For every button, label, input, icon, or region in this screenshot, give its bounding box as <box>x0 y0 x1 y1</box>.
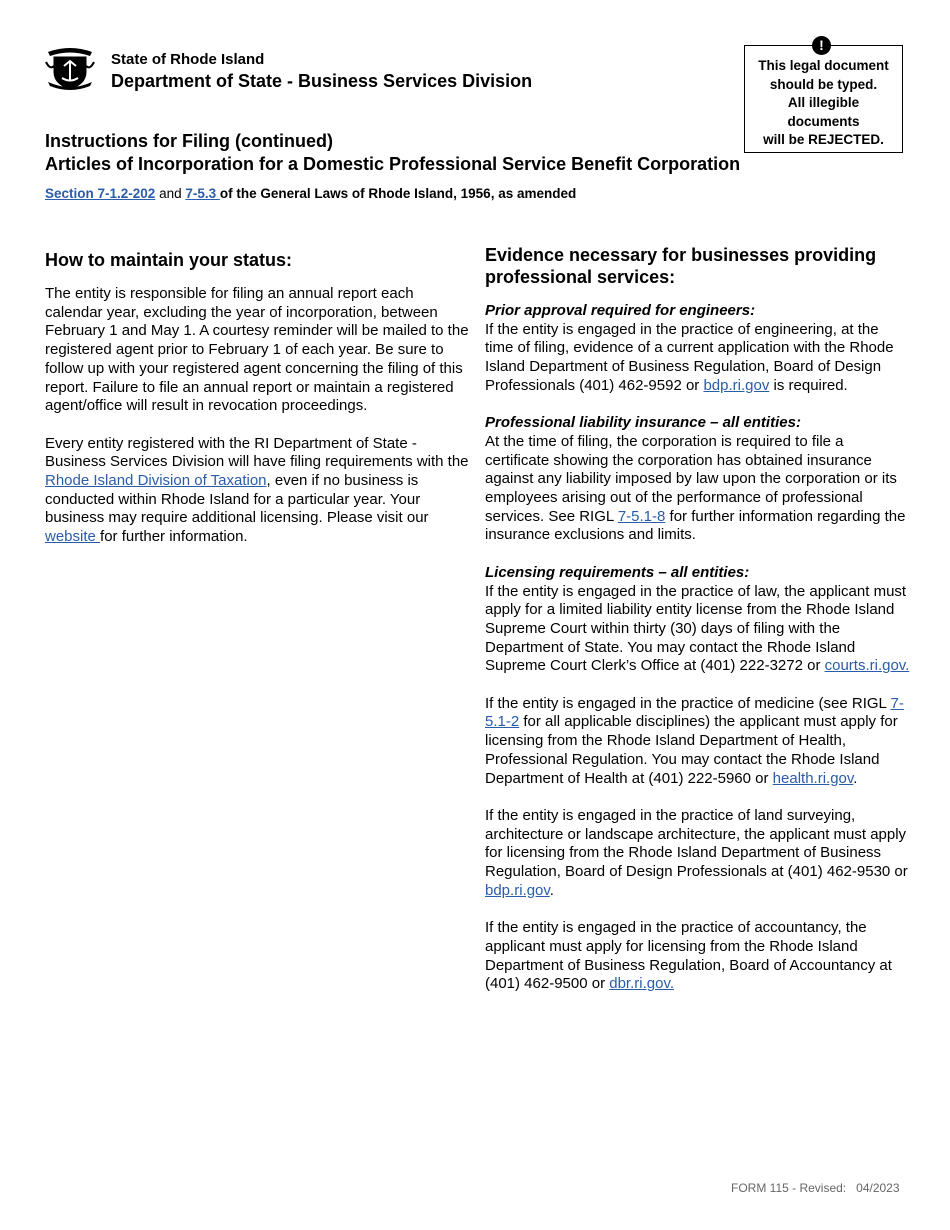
agency-state-name: State of Rhode Island <box>111 51 265 68</box>
courts-link[interactable]: courts.ri.gov. <box>824 657 910 675</box>
accountancy-licensing-paragraph: If the entity is engaged in the practice of accountancy, the applicant must apply for licensing from the Rhode Island Department of Business Regulation, Board of Accountancy at (401) 462-9500 or dbr.ri.gov. <box>485 919 892 993</box>
medicine-licensing-paragraph: If the entity is engaged in the practice of medicine (see RIGL 7-5.1-2 for all applicable disciplines) the applicant must apply for licensing from the Rhode Island Department of Health, Professional Regulation. You may contact the Rhode Island Department of Health at (401) 222-5960 or health.ri.gov. <box>485 694 904 787</box>
typed-document-warning-box <box>744 45 903 153</box>
rigl-7-5-1-8-link[interactable]: 7-5.1-8 <box>617 507 666 525</box>
warning-line: This legal document <box>758 58 889 73</box>
dbr-link[interactable]: dbr.ri.gov. <box>609 975 675 993</box>
agency-department-name: Department of State - Business Services Division <box>111 71 533 91</box>
section-7-5-3-link[interactable]: 7-5.3 <box>185 186 220 201</box>
professional-services-heading: Evidence necessary for businesses providing professional services: <box>485 245 877 287</box>
bdp-link[interactable]: bdp.ri.gov <box>703 376 770 394</box>
liability-insurance-title: Professional liability insurance – all entities: <box>485 414 801 432</box>
engineers-approval-paragraph: Prior approval required for engineers: If the entity is engaged in the practice of engineering, at the time of filing, evidence of a current application with the Rhode Island Department of Business Regulation, Board of Design Professionals (401) 462-9592 or bdp.ri.gov is required. <box>485 302 910 396</box>
surveying-licensing-paragraph: If the entity is engaged in the practice of land surveying, architecture or landscape architecture, the applicant must apply for licensing from the Rhode Island Department of Business Regulation, Board of Design Professionals at (401) 462-9530 or bdp.ri.gov. <box>485 806 908 899</box>
state-seal-logo <box>44 42 96 94</box>
website-link[interactable]: website <box>45 528 101 546</box>
section-7-1-2-202-link[interactable]: Section 7-1.2-202 <box>45 186 156 201</box>
exclamation-icon: ! <box>812 36 831 55</box>
reference-and: and <box>155 186 186 201</box>
maintain-status-heading: How to maintain your status: <box>45 250 293 270</box>
engineers-approval-title: Prior approval required for engineers: <box>485 302 756 319</box>
bdp-link-2[interactable]: bdp.ri.gov <box>485 881 550 899</box>
page-title: Instructions for Filing (continued) <box>45 131 333 151</box>
law-licensing-paragraph: Licensing requirements – all entities: If the entity is engaged in the practice of law, the applicant must apply for a limited liability entity license from the Rhode Island Supreme Court within thirty (30) days of filing with the Department of State. You may contact the Rhode Island Supreme Court Clerk’s Office at (401) 222-3272 or courts.ri.gov. <box>485 563 910 675</box>
division-of-taxation-link[interactable]: Rhode Island Division of Taxation <box>45 472 267 490</box>
health-link[interactable]: health.ri.gov <box>772 769 854 787</box>
professional-services-section <box>485 244 910 1013</box>
page-subtitle: Articles of Incorporation for a Domestic Professional Service Benefit Corporation <box>45 154 741 174</box>
warning-line: documents <box>787 113 860 129</box>
warning-line: should be typed. <box>769 76 878 92</box>
annual-report-paragraph: The entity is responsible for filing an annual report each calendar year, excluding the year of incorporation, between February 1 and May 1. A courtesy reminder will be mailed to the registered agent prior to February 1 of each year. Be sure to follow up with your registered agent concerning the filing of this report. Failure to file an annual report or maintain a registered agent/office will result in revocation proceedings. <box>45 285 469 415</box>
statute-reference <box>45 186 576 201</box>
reference-rest: of the General Laws of Rhode Island, 1956, as amended <box>219 186 577 201</box>
warning-line: will be REJECTED. <box>763 132 884 148</box>
maintain-status-section <box>45 249 470 566</box>
licensing-requirements-title: Licensing requirements – all entities: <box>485 563 750 581</box>
form-revision-footer: FORM 115 - Revised: 04/2023 <box>731 1181 900 1195</box>
liability-insurance-paragraph: Professional liability insurance – all entities: At the time of filing, the corporation is required to file a certificate showing the corporation has obtained insurance against any liability imposed by law upon the corporation or its employees arising out of the performance of professional services. See RIGL 7-5.1-8 for further information regarding the insurance exclusions and limits. <box>485 414 910 545</box>
warning-line: All illegible <box>787 95 860 111</box>
rigl-7-5-1-2-link[interactable]: 7-5.1-2 <box>485 694 904 731</box>
filing-requirements-paragraph: Every entity registered with the RI Department of State - Business Services Division will have filing requirements with the Rhode Island Division of Taxation, even if no business is conducted within Rhode Island for a particular year. Your business may require additional licensing. Please visit our website for further information. <box>45 434 469 546</box>
